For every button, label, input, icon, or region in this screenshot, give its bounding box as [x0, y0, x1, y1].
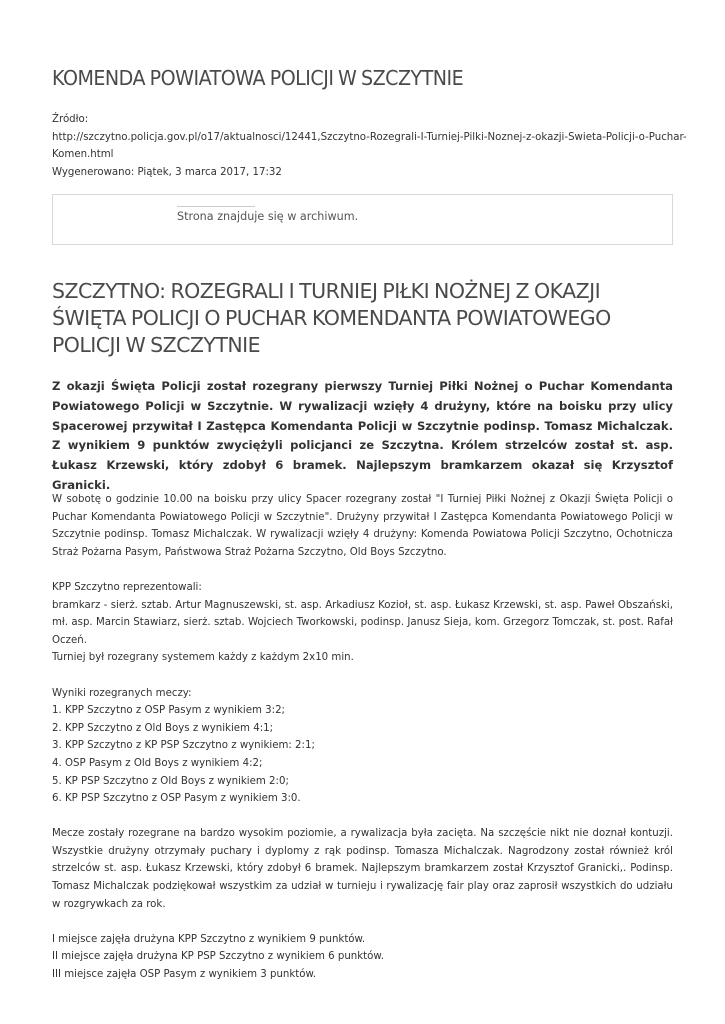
- result-item: 3. KPP Szczytno z KP PSP Szczytno z wynikiem: 2:1;: [52, 740, 315, 752]
- result-item: 2. KPP Szczytno z Old Boys z wynikiem 4:1;: [52, 722, 274, 734]
- place-item: II miejsce zajęła drużyna KP PSP Szczytno z wynikiem 6 punktów.: [52, 951, 385, 963]
- article-title-line: POLICJI W SZCZYTNIE: [52, 333, 261, 357]
- tournament-system: Turniej był rozegrany systemem każdy z każdym 2x10 min.: [52, 652, 354, 664]
- result-item: 1. KPP Szczytno z OSP Pasym z wynikiem 3:2;: [52, 705, 285, 717]
- article-title-line: ŚWIĘTA POLICJI O PUCHAR KOMENDANTA POWIATOWEGO: [52, 306, 611, 330]
- article-body: [52, 491, 673, 1001]
- paragraph-intro: W sobotę o godzinie 10.00 na boisku przy ulicy Spacer rozegrany został "I Turniej Piłki Nożnej z Okazji Święta Policji o Puchar Komendanta Powiatowego Policji w Szczytnie". Drużyny przywitał I Zastępca Komendanta Powiatowego Policji w Szczytnie podinsp. Tomasz Michalczak. W rywalizacji wzięły 4 drużyny: Komenda Powiatowa Policji Szczytno, Ochotnicza Straż Pożarna Pasym, Państwowa Straż Pożarna Szczytno, Old Boys Szczytno.: [52, 494, 673, 558]
- archive-divider: [177, 206, 255, 207]
- source-url-continuation: Komen.html: [52, 149, 114, 160]
- archive-notice-box: [52, 194, 673, 245]
- archive-notice: Strona znajduje się w archiwum.: [177, 210, 359, 223]
- result-item: 5. KP PSP Szczytno z Old Boys z wynikiem 2:0;: [52, 775, 289, 787]
- paragraph-summary: Mecze zostały rozegrane na bardzo wysokim poziomie, a rywalizacja była zacięta. Na szczęście nikt nie doznał kontuzji. Wszystkie drużyny otrzymały puchary i dyplomy z rąk podinsp. Tomasza Michalczak. Nagrodzony został również król strzelców st. asp. Łukasz Krzewski, który zdobył 6 bramek. Najlepszym bramkarzem został Krzysztof Granicki,. Podinsp. Tomasz Michalczak podziękował wszystkim za udział w turnieju i rywalizację fair play oraz zaprosił wszystkich do udziału w rozgrywkach za rok.: [52, 828, 673, 910]
- site-title: KOMENDA POWIATOWA POLICJI W SZCZYTNIE: [52, 66, 464, 90]
- source-label: Źródło:: [52, 114, 89, 125]
- article-title: [52, 278, 673, 359]
- place-item: III miejsce zajęła OSP Pasym z wynikiem 3 punktów.: [52, 969, 317, 981]
- source-url: http://szczytno.policja.gov.pl/o17/aktualnosci/12441,Szczytno-Rozegrali-I-Turniej-Pilki-Noznej-z-okazji-Swieta-Policji-o-Puchar-: [52, 131, 687, 143]
- place-item: I miejsce zajęła drużyna KPP Szczytno z wynikiem 9 punktów.: [52, 933, 366, 945]
- article-title-line: SZCZYTNO: ROZEGRALI I TURNIEJ PIŁKI NOŻNEJ Z OKAZJI: [52, 279, 601, 303]
- team-members: bramkarz - sierż. sztab. Artur Magnuszewski, st. asp. Arkadiusz Kozioł, st. asp. Łukasz Krzewski, st. asp. Paweł Obszański, mł. asp. Marcin Stawiarz, sierż. sztab. Wojciech Tworkowski, podinsp. Janusz Sieja, kom. Grzegorz Tomczak, st. post. Rafał Oczeń.: [52, 599, 673, 646]
- places-paragraph: [52, 931, 673, 984]
- source-meta: [52, 111, 687, 181]
- results-label: Wyniki rozegranych meczy:: [52, 687, 192, 699]
- results-paragraph: [52, 685, 673, 808]
- result-item: 4. OSP Pasym z Old Boys z wynikiem 4:2;: [52, 757, 263, 769]
- article-lead: Z okazji Święta Policji został rozegrany pierwszy Turniej Piłki Nożnej o Puchar Komendanta Powiatowego Policji w Szczytnie. W rywalizacji wzięły 4 drużyny, które na boisku przy ulicy Spacerowej przywitał I Zastępca Komendanta Policji w Szczytnie podinsp. Tomasz Michalczak. Z wynikiem 9 punktów zwyciężyli policjanci ze Szczytna. Królem strzelców został st. asp. Łukasz Krzewski, który zdobył 6 bramek. Najlepszym bramkarzem okazał się Krzysztof Granicki.: [52, 379, 673, 492]
- team-paragraph: [52, 579, 673, 667]
- generated-date: Wygenerowano: Piątek, 3 marca 2017, 17:32: [52, 166, 282, 178]
- team-label: KPP Szczytno reprezentowali:: [52, 581, 202, 593]
- result-item: 6. KP PSP Szczytno z OSP Pasym z wynikiem 3:0.: [52, 793, 301, 805]
